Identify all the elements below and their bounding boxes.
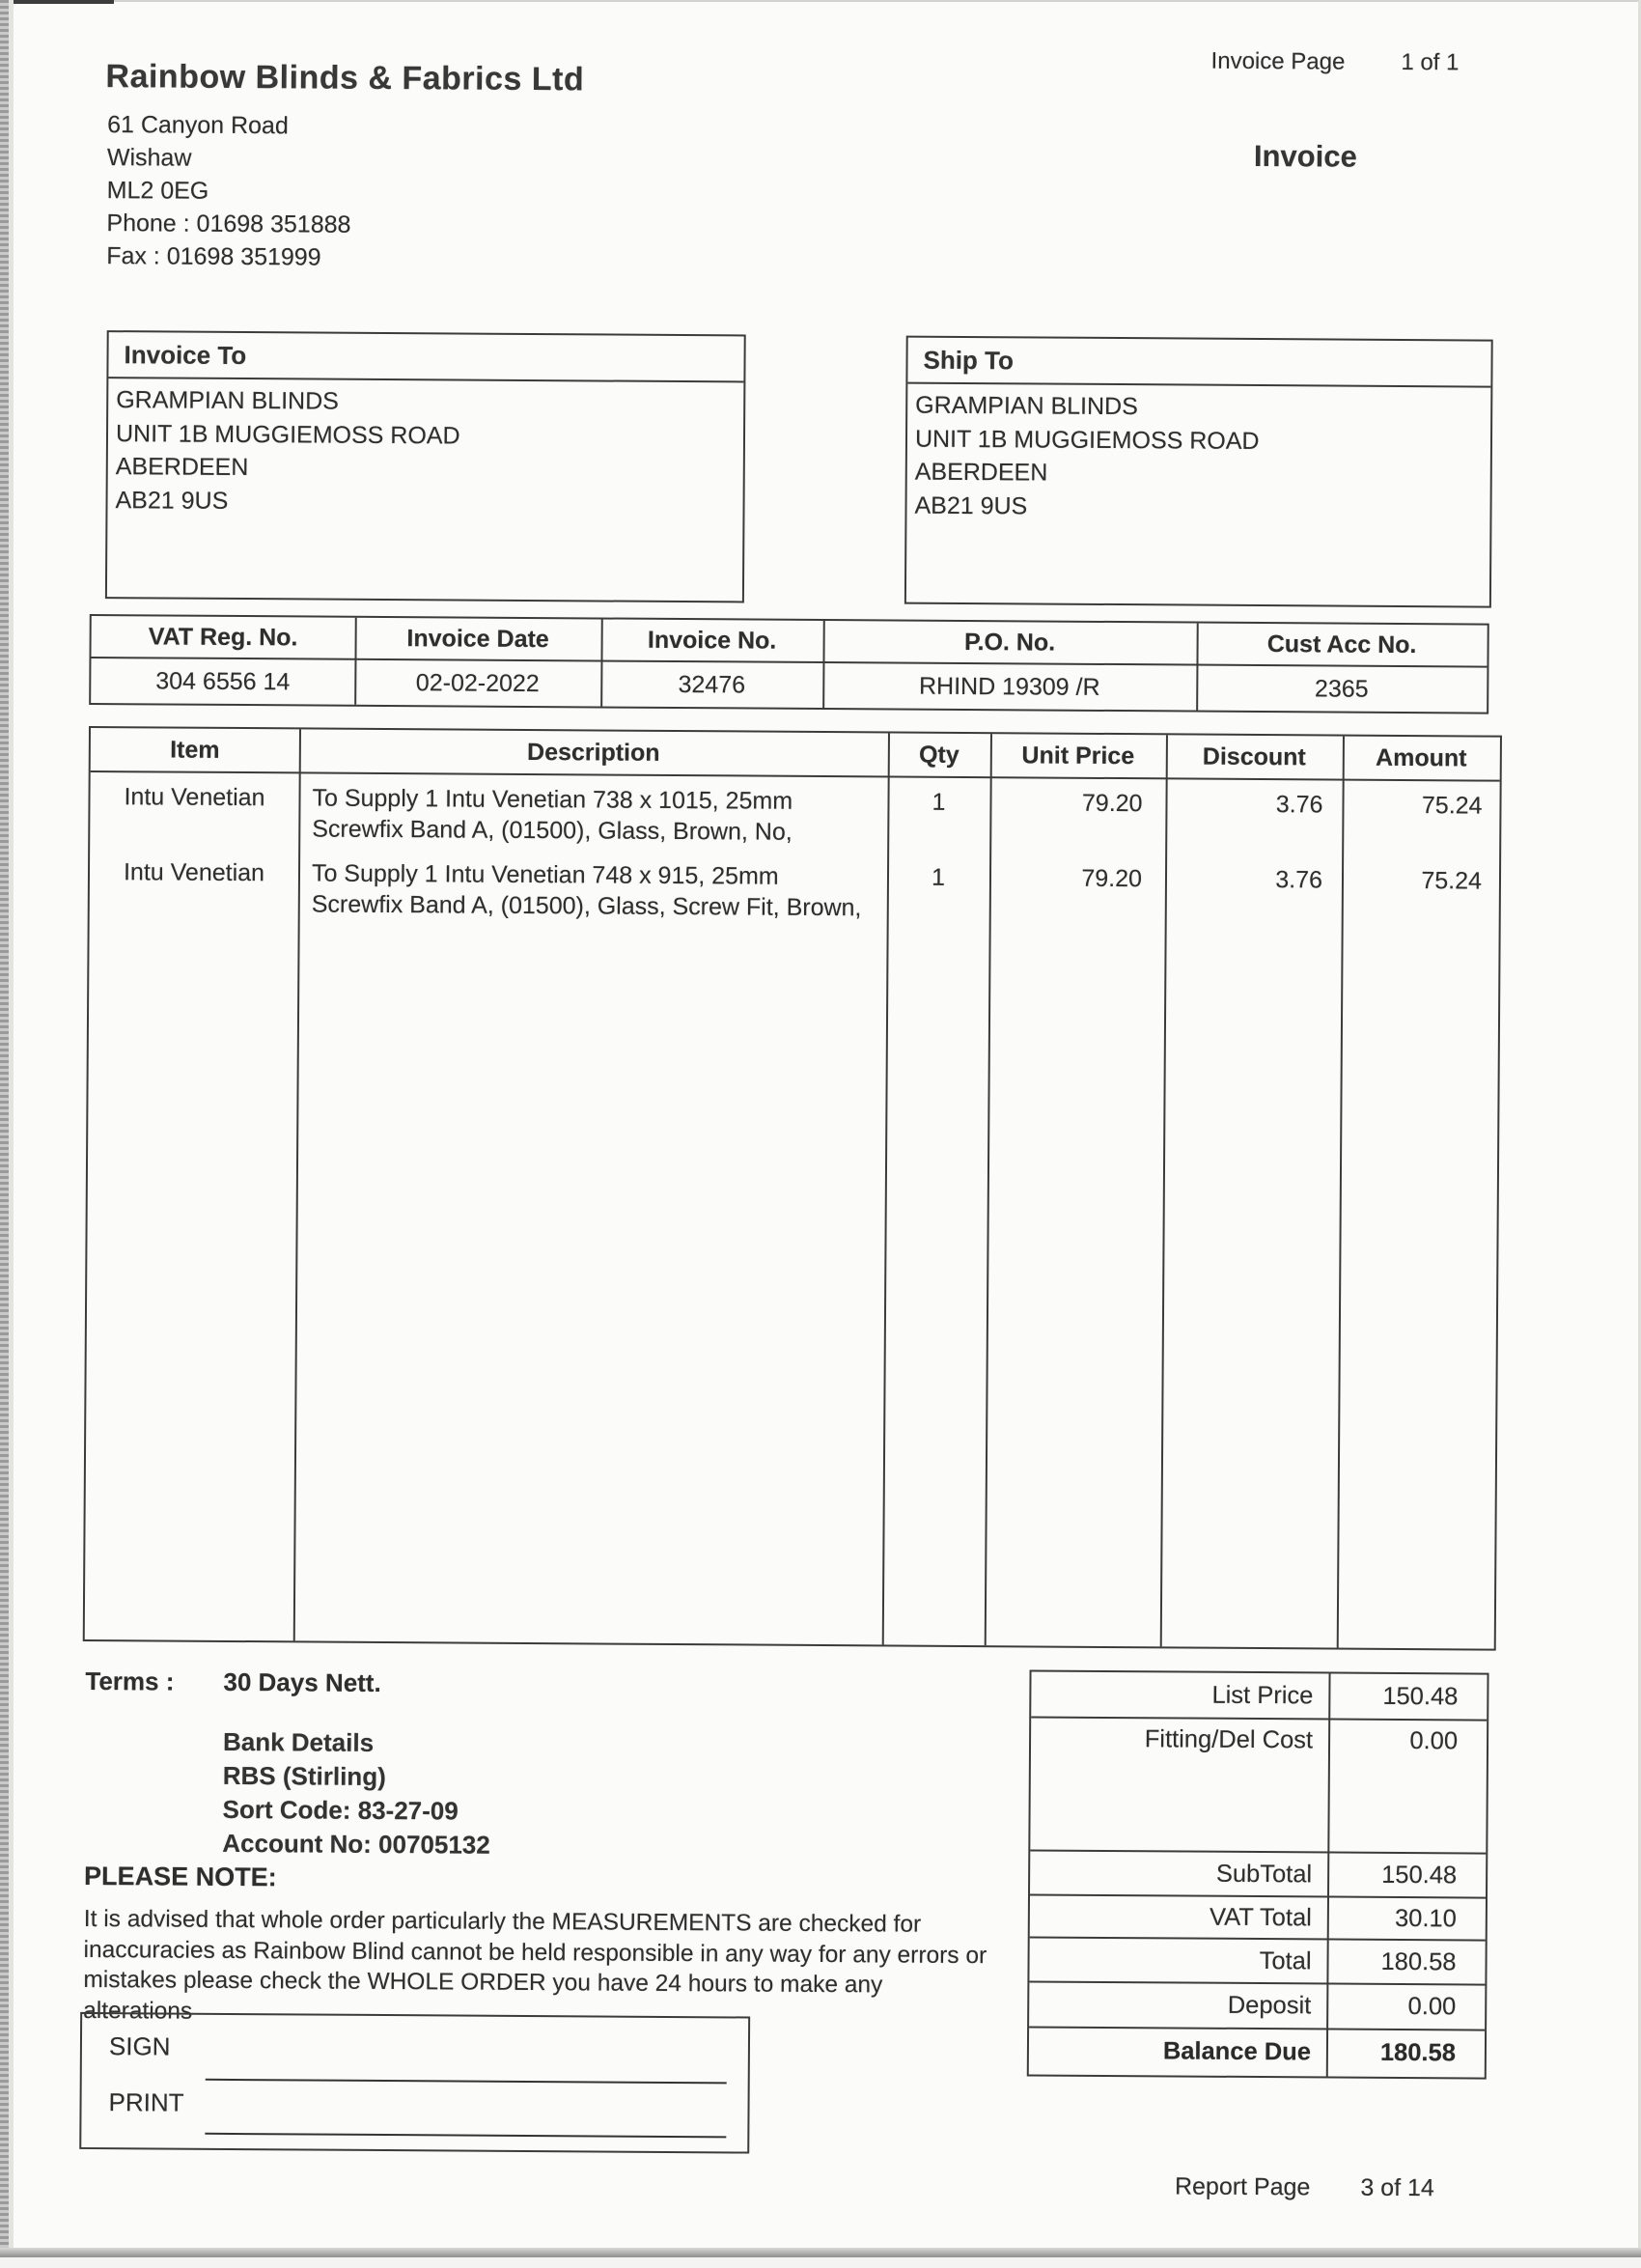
list-price-row bbox=[1031, 1671, 1487, 1721]
qty-cell: 1 bbox=[932, 788, 946, 816]
balance-due-value: 180.58 bbox=[1379, 2038, 1457, 2066]
sign-line bbox=[206, 2079, 727, 2085]
amount-cell: 75.24 bbox=[1421, 792, 1483, 820]
invoice-page-label: Invoice Page bbox=[1210, 47, 1346, 75]
company-fax: Fax : 01698 351999 bbox=[106, 242, 321, 271]
company-address-line: ML2 0EG bbox=[106, 177, 209, 205]
ship-to-header: Ship To bbox=[907, 338, 1490, 388]
discount-col-header: Discount bbox=[1202, 742, 1306, 770]
ship-to-line: ABERDEEN bbox=[914, 458, 1048, 487]
scan-edge-left bbox=[0, 0, 9, 2257]
invoice-to-line: UNIT 1B MUGGIEMOSS ROAD bbox=[115, 419, 460, 450]
vat-total-row bbox=[1030, 1895, 1486, 1941]
balance-due-label: Balance Due bbox=[1162, 2036, 1312, 2065]
invoice-to-line: GRAMPIAN BLINDS bbox=[116, 386, 339, 415]
deposit-value: 0.00 bbox=[1407, 1993, 1457, 2021]
please-note-title: PLEASE NOTE: bbox=[84, 1861, 277, 1892]
table-row bbox=[90, 848, 1499, 928]
invoice-to-address bbox=[107, 378, 743, 520]
invoice-to-header: Invoice To bbox=[108, 332, 743, 382]
ship-to-line: UNIT 1B MUGGIEMOSS ROAD bbox=[914, 425, 1260, 455]
invoice-to-line: ABERDEEN bbox=[115, 453, 249, 482]
total-row bbox=[1029, 1938, 1485, 1985]
amount-col-header: Amount bbox=[1376, 743, 1467, 771]
company-address-line: 61 Canyon Road bbox=[107, 111, 289, 140]
bank-account-no: Account No: 00705132 bbox=[222, 1828, 490, 1860]
document-title: Invoice bbox=[1253, 138, 1357, 174]
subtotal-label: SubTotal bbox=[1215, 1860, 1313, 1888]
bank-name: RBS (Stirling) bbox=[222, 1760, 386, 1792]
item-cell: Intu Venetian bbox=[124, 783, 265, 812]
deposit-row bbox=[1029, 1982, 1485, 2030]
table-row bbox=[90, 772, 1499, 857]
cust-acc-value: 2365 bbox=[1314, 674, 1369, 703]
po-no-value: RHIND 19309 /R bbox=[918, 672, 1100, 701]
fitting-del-cost-label: Fitting/Del Cost bbox=[1144, 1725, 1314, 1754]
balance-due-row bbox=[1029, 2028, 1485, 2075]
invoice-page-row bbox=[1211, 48, 1460, 77]
discount-cell: 3.76 bbox=[1275, 791, 1323, 819]
po-no-header: P.O. No. bbox=[964, 628, 1056, 657]
fitting-del-cost-row bbox=[1030, 1718, 1487, 1854]
invoice-info-table bbox=[89, 614, 1489, 714]
vat-reg-value: 304 6556 14 bbox=[155, 666, 291, 695]
scan-edge-bottom bbox=[0, 2248, 1641, 2257]
vat-reg-header: VAT Reg. No. bbox=[148, 622, 298, 651]
sign-label: SIGN bbox=[108, 2031, 171, 2061]
company-address bbox=[106, 108, 351, 274]
invoice-date-header: Invoice Date bbox=[406, 624, 549, 653]
company-name: Rainbow Blinds & Fabrics Ltd bbox=[105, 58, 585, 98]
invoice-date-value: 02-02-2022 bbox=[415, 668, 540, 697]
bank-sort-code: Sort Code: 83-27-09 bbox=[222, 1794, 459, 1826]
description-col-header: Description bbox=[526, 738, 660, 767]
info-value-row bbox=[91, 658, 1487, 713]
report-page-row bbox=[1175, 2172, 1434, 2202]
print-label: PRINT bbox=[108, 2087, 184, 2117]
description-cell: To Supply 1 Intu Venetian 738 x 1015, 25mm Screwfix Band A, (01500), Glass, Brown, No, bbox=[312, 784, 793, 846]
total-label: Total bbox=[1259, 1946, 1312, 1974]
cust-acc-header: Cust Acc No. bbox=[1266, 630, 1417, 658]
line-items-table bbox=[83, 726, 1502, 1651]
qty-col-header: Qty bbox=[918, 741, 960, 769]
signature-box bbox=[79, 2012, 750, 2154]
terms-label: Terms : bbox=[85, 1666, 175, 1696]
subtotal-value: 150.48 bbox=[1381, 1861, 1458, 1889]
ship-to-address bbox=[906, 384, 1490, 526]
invoice-to-line: AB21 9US bbox=[115, 486, 229, 515]
unit-price-cell: 79.20 bbox=[1081, 789, 1143, 818]
report-page-label: Report Page bbox=[1174, 2172, 1311, 2201]
amount-cell: 75.24 bbox=[1421, 867, 1483, 895]
invoice-no-header: Invoice No. bbox=[647, 626, 777, 655]
ship-to-line: AB21 9US bbox=[914, 491, 1028, 519]
company-phone: Phone : 01698 351888 bbox=[106, 210, 351, 238]
qty-cell: 1 bbox=[931, 863, 946, 891]
list-price-value: 150.48 bbox=[1382, 1682, 1459, 1710]
bank-details-block bbox=[222, 1725, 490, 1862]
totals-box bbox=[1027, 1669, 1489, 2079]
deposit-label: Deposit bbox=[1227, 1991, 1312, 2020]
total-value: 180.58 bbox=[1380, 1947, 1457, 1975]
fitting-del-cost-value: 0.00 bbox=[1409, 1727, 1459, 1755]
ship-to-box bbox=[904, 336, 1493, 608]
discount-cell: 3.76 bbox=[1275, 866, 1323, 894]
unit-price-col-header: Unit Price bbox=[1021, 741, 1135, 770]
invoice-page-value: 1 of 1 bbox=[1401, 48, 1460, 76]
item-col-header: Item bbox=[170, 736, 220, 764]
company-address-line: Wishaw bbox=[106, 144, 192, 172]
report-page-value: 3 of 14 bbox=[1360, 2173, 1434, 2202]
list-price-label: List Price bbox=[1211, 1681, 1314, 1709]
scan-edge-left-light bbox=[9, 0, 14, 2257]
print-line bbox=[205, 2133, 726, 2139]
ship-to-line: GRAMPIAN BLINDS bbox=[915, 391, 1138, 421]
unit-price-cell: 79.20 bbox=[1081, 864, 1143, 893]
description-cell: To Supply 1 Intu Venetian 748 x 915, 25mm Screwfix Band A, (01500), Glass, Screw Fit, Brown, bbox=[311, 859, 862, 922]
vat-total-label: VAT Total bbox=[1209, 1903, 1312, 1931]
subtotal-row bbox=[1030, 1851, 1486, 1898]
please-note-body: It is advised that whole order particularly the MEASUREMENTS are checked for inaccuracies as Rainbow Blind cannot be held responsible in any way for any errors or mistakes please check the WHOLE ORDER you have 24 hours to make any alterations bbox=[83, 1905, 987, 2025]
invoice-to-box bbox=[105, 330, 746, 602]
invoice-no-value: 32476 bbox=[678, 670, 746, 698]
item-cell: Intu Venetian bbox=[123, 858, 265, 887]
bank-details-title: Bank Details bbox=[222, 1726, 375, 1757]
terms-value: 30 Days Nett. bbox=[223, 1666, 381, 1697]
vat-total-value: 30.10 bbox=[1394, 1904, 1457, 1932]
